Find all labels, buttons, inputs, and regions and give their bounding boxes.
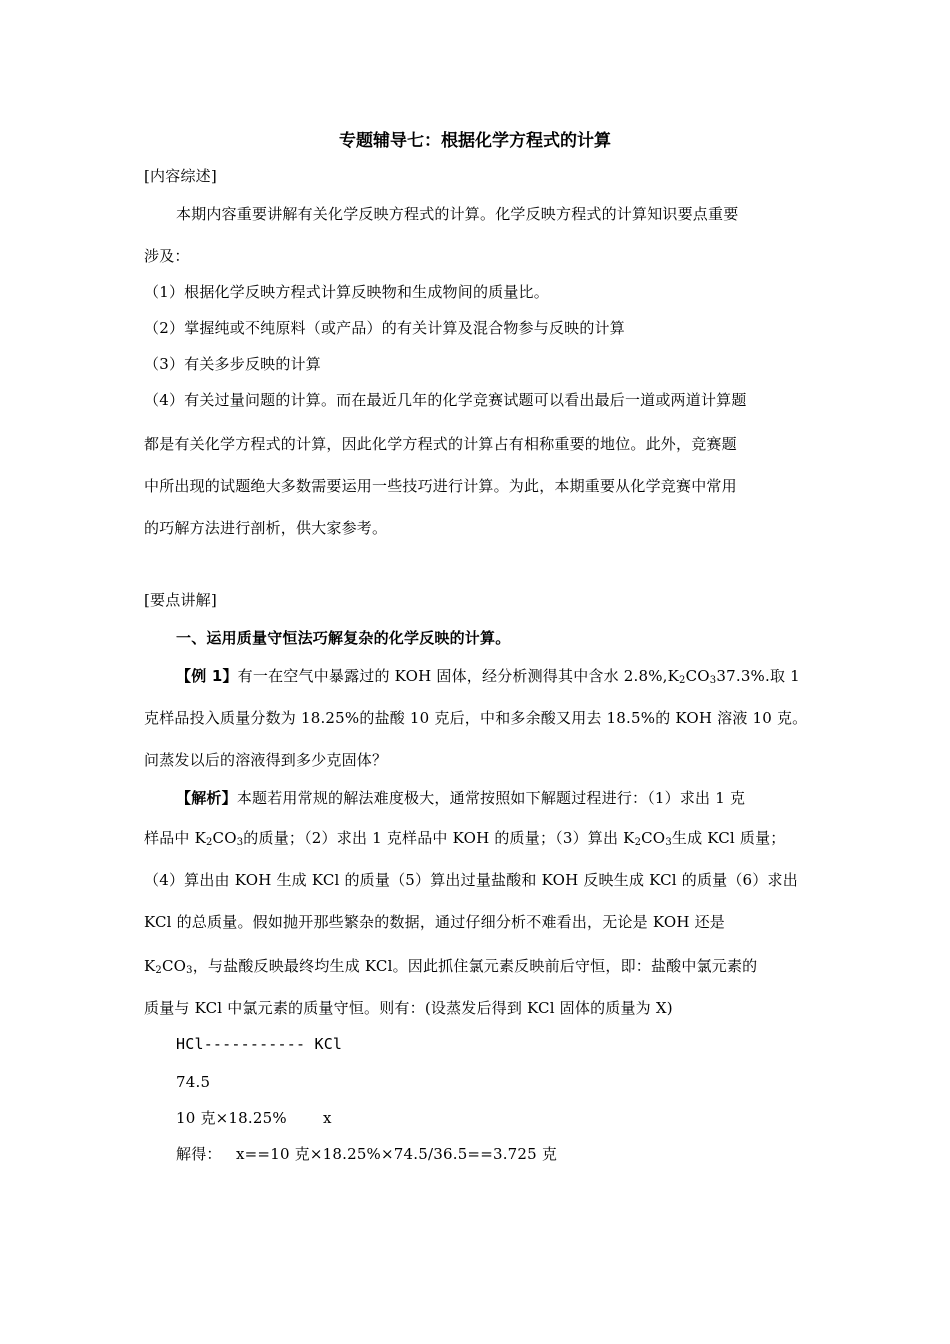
analysis-label: 【解析】 — [176, 789, 237, 807]
reaction-equation: HCl----------- KCl — [176, 1035, 343, 1053]
subheading-mass-conservation: 一、运用质量守恒法巧解复杂的化学反映的计算。 — [176, 629, 511, 647]
analysis-line-2: 样品中 $K_2CO_3$的质量；（2）求出 1 克样品中 KOH 的质量；（3）算出 $K_2CO_3$生成 KCl 质量； — [144, 829, 786, 848]
example-label: 【例 1】 — [176, 667, 238, 685]
intro-line-2: 涉及： — [144, 247, 190, 265]
intro-line-1: 本期内容重要讲解有关化学反映方程式的计算。化学反映方程式的计算知识要点重要 — [176, 205, 739, 223]
molar-mass-value: 74.5 — [176, 1073, 211, 1091]
analysis-line-6: 质量与 KCl 中氯元素的质量守恒。则有：(设蒸发后得到 KCl 固体的质量为 X) — [144, 999, 673, 1017]
page-title: 专题辅导七：根据化学方程式的计算 — [339, 131, 611, 151]
example-line-3: 问蒸发以后的溶液得到多少克固体？ — [144, 751, 388, 769]
section-heading-overview: [内容综述] — [144, 167, 217, 185]
example-line-1: 【例 1】有一在空气中暴露过的 KOH 固体，经分析测得其中含水 $2.8\%,K_2CO_337.3\%$.取 1 — [176, 667, 800, 686]
analysis-line-1: 【解析】本题若用常规的解法难度极大，通常按照如下解题过程进行：（1）求出 1 克 — [176, 789, 746, 807]
point-4: （4）有关过量问题的计算。而在最近几年的化学竞赛试题可以看出最后一道或两道计算题 — [144, 391, 747, 409]
solution-expression: x==10 克×18.25%×74.5/36.5==3.725 克 — [236, 1145, 558, 1163]
paragraph-line-4: 的巧解方法进行剖析，供大家参考。 — [144, 519, 388, 537]
paragraph-line-2: 都是有关化学方程式的计算，因此化学方程式的计算占有相称重要的地位。此外，竞赛题 — [144, 435, 737, 453]
section-heading-keypoints: [要点讲解] — [144, 591, 217, 609]
unknown-variable: x — [323, 1109, 332, 1127]
given-quantity: 10 克×18.25% — [176, 1109, 287, 1127]
example-line-2: 克样品投入质量分数为 18.25%的盐酸 10 克后，中和多余酸又用去 18.5%的 KOH 溶液 10 克。 — [144, 709, 808, 727]
analysis-line-3: （4）算出由 KOH 生成 KCl 的质量（5）算出过量盐酸和 KOH 反映生成 KCl 的质量（6）求出 — [144, 871, 798, 889]
analysis-line-4: KCl 的总质量。假如抛开那些繁杂的数据，通过仔细分析不难看出，无论是 KOH 还是 — [144, 913, 725, 931]
point-2: （2）掌握纯或不纯原料（或产品）的有关计算及混合物参与反映的计算 — [144, 319, 625, 337]
paragraph-line-3: 中所出现的试题绝大多数需要运用一些技巧进行计算。为此，本期重要从化学竞赛中常用 — [144, 477, 737, 495]
point-1: （1）根据化学反映方程式计算反映物和生成物间的质量比。 — [144, 283, 549, 301]
point-3: （3）有关多步反映的计算 — [144, 355, 321, 373]
solution-label: 解得： — [176, 1145, 222, 1163]
analysis-line-5: $K_2CO_3$，与盐酸反映最终均生成 KCl。因此抓住氯元素反映前后守恒，即：盐酸中氯元素的 — [144, 957, 758, 976]
